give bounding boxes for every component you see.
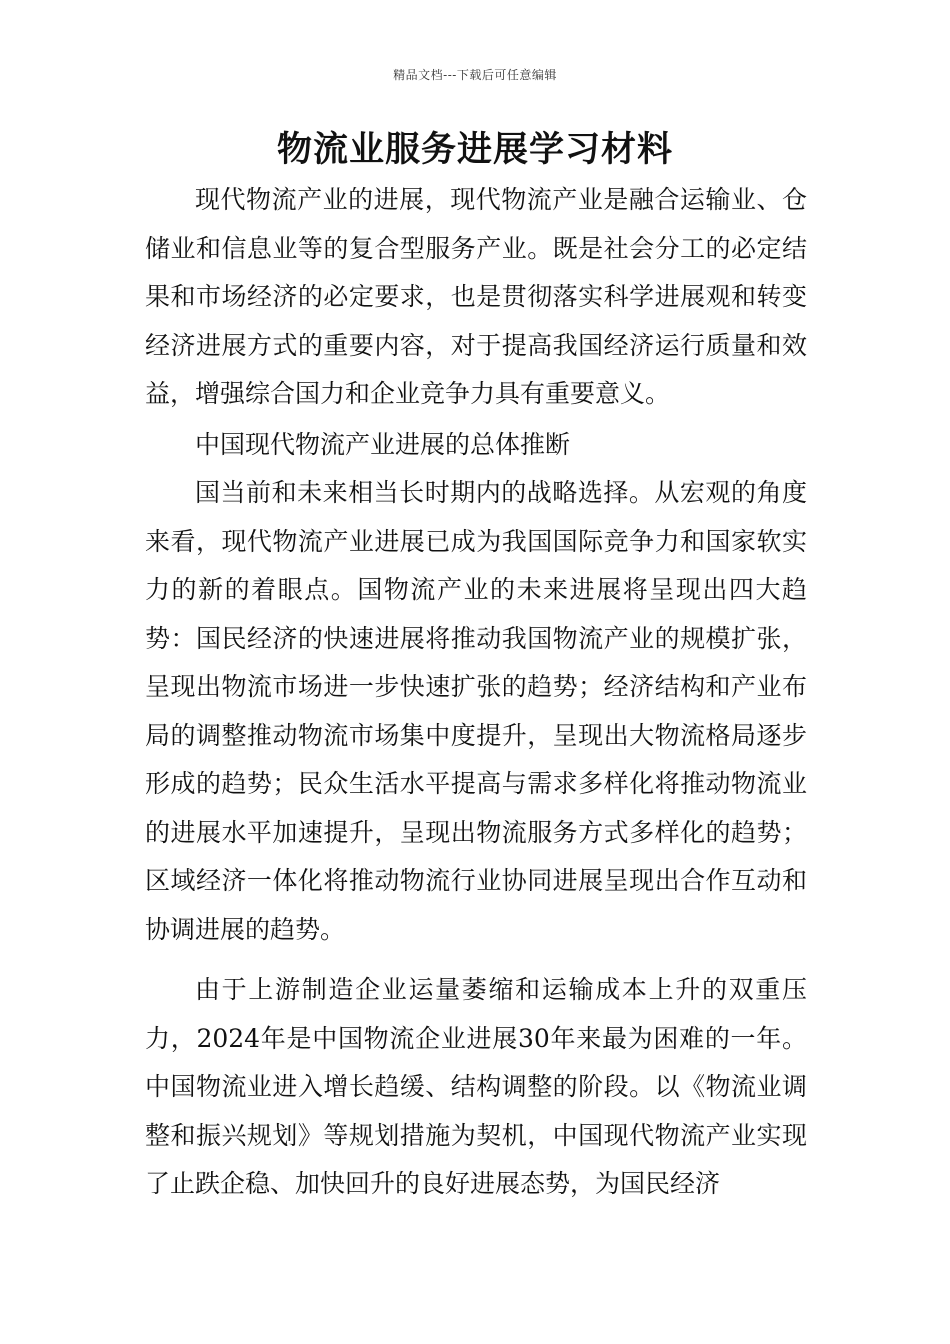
paragraph-2024: 由于上游制造企业运量萎缩和运输成本上升的双重压力，2024年是中国物流企业进展30年来最为困难的一年。中国物流业进入增长趋缓、结构调整的阶段。以《物流业调整和振兴规划》等规划措施为契机，中国现代物流产业实现了止跌企稳、加快回升的良好进展态势，为国民经济 [145,975,807,1198]
document-body [145,176,807,1209]
header-note: 精品文档---下载后可任意编辑 [393,68,557,82]
section-heading: 中国现代物流产业进展的总体推断 [195,429,571,459]
paragraph-trends: 国当前和未来相当长时期内的战略选择。从宏观的角度来看，现代物流产业进展已成为我国国际竞争力和国家软实力的新的着眼点。国物流产业的未来进展将呈现出四大趋势：国民经济的快速进展将推动我国物流产业的规模扩张，呈现出物流市场进一步快速扩张的趋势；经济结构和产业布局的调整推动物流市场集中度提升，呈现出大物流格局逐步形成的趋势；民众生活水平提高与需求多样化将推动物流业的进展水平加速提升，呈现出物流服务方式多样化的趋势；区域经济一体化将推动物流行业协同进展呈现出合作互动和协调进展的趋势。 [145,478,807,944]
paragraph-intro: 现代物流产业的进展，现代物流产业是融合运输业、仓储业和信息业等的复合型服务产业。既是社会分工的必定结果和市场经济的必定要求，也是贯彻落实科学进展观和转变经济进展方式的重要内容，对于提高我国经济运行质量和效益，增强综合国力和企业竞争力具有重要意义。 [145,185,807,408]
document-title: 物流业服务进展学习材料 [276,129,673,170]
